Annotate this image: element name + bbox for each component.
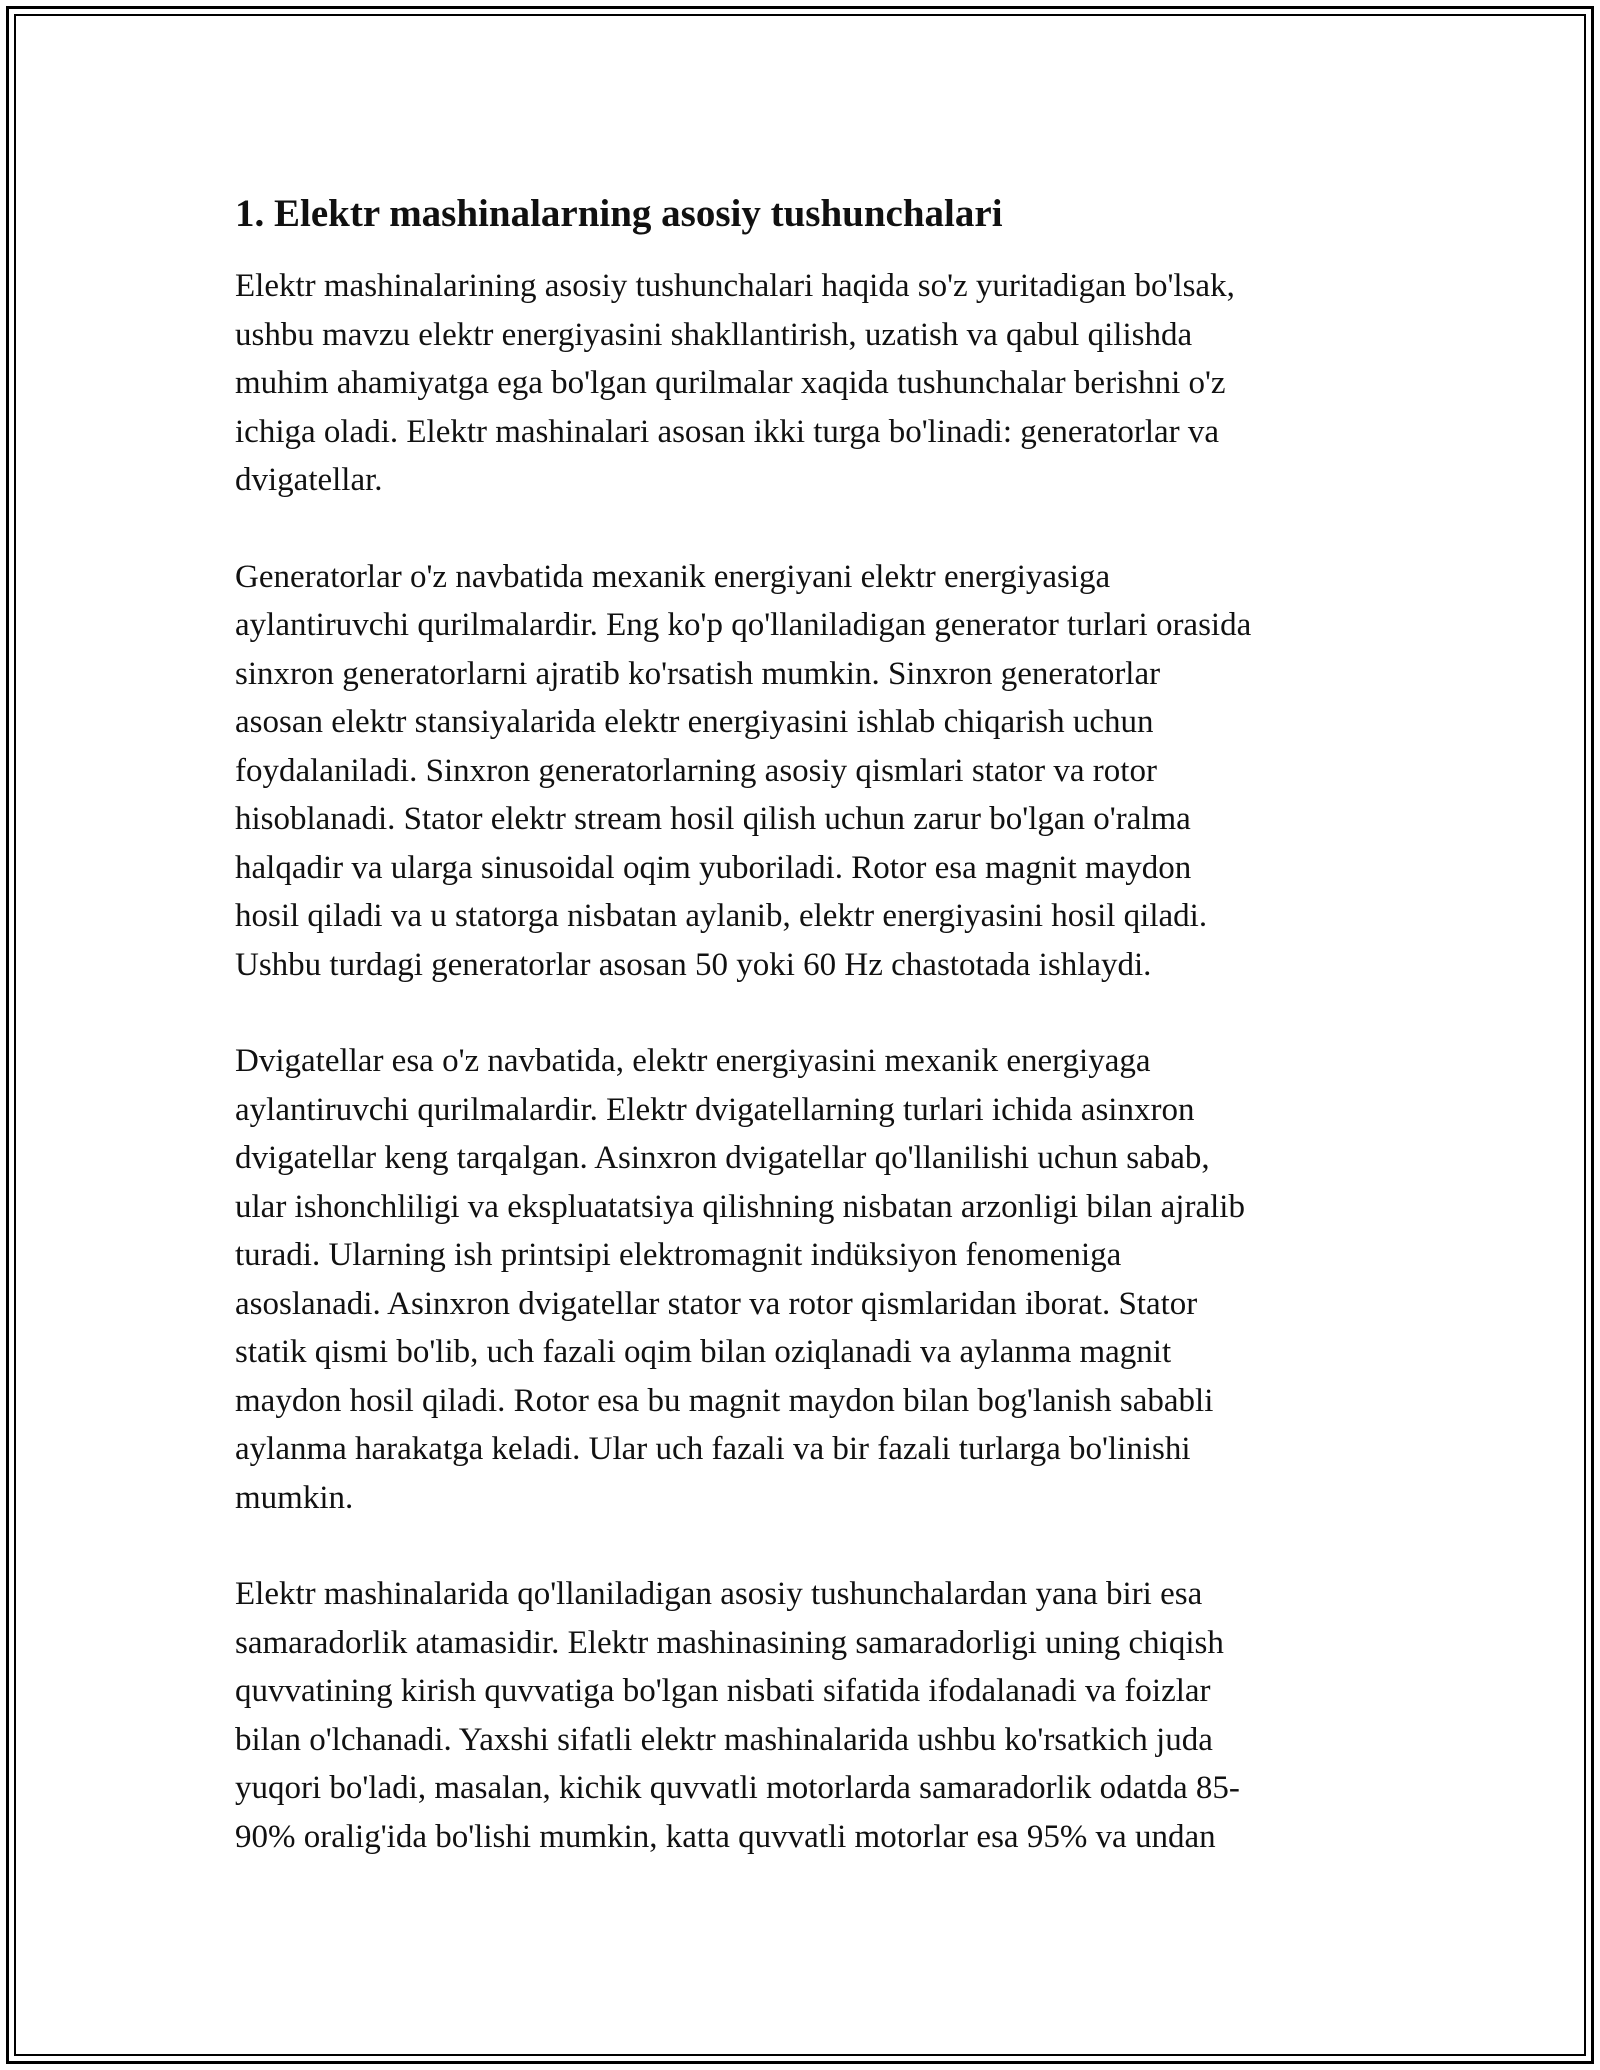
text-line: turadi. Ularning ish printsipi elektromagnit indüksiyon fenomeniga [235, 1237, 1122, 1273]
text-line: asoslanadi. Asinxron dvigatellar stator va rotor qismlaridan iborat. Stator [235, 1285, 1198, 1322]
text-line: aylantiruvchi qurilmalardir. Elektr dvigatellarning turlari ichida asinxron [235, 1091, 1195, 1128]
text-line: dvigatellar keng tarqalgan. Asinxron dvigatellar qo'llanilishi uchun sabab, [235, 1140, 1210, 1176]
text-line: halqadir va ularga sinusoidal oqim yuboriladi. Rotor esa magnit maydon [235, 849, 1192, 886]
text-line: ular ishonchliligi va ekspluatatsiya qilishning nisbatan arzonligi bilan ajralib [235, 1188, 1245, 1225]
text-line: Generatorlar o'z navbatida mexanik energiyani elektr energiyasiga [235, 558, 1111, 595]
text-line: bilan o'lchanadi. Yaxshi sifatli elektr mashinalarida ushbu ko'rsatkich juda [235, 1721, 1213, 1758]
text-line: sinxron generatorlarni ajratib ko'rsatish mumkin. Sinxron generatorlar [235, 655, 1161, 692]
section-heading: 1. Elektr mashinalarning asosiy tushunchalari [235, 192, 1003, 235]
text-line: asosan elektr stansiyalarida elektr energiyasini ishlab chiqarish uchun [235, 704, 1154, 740]
text-line: aylanma harakatga keladi. Ular uch fazali va bir fazali turlarga bo'linishi [235, 1431, 1191, 1467]
document-body [235, 188, 1375, 1909]
text-line: Ushbu turdagi generatorlar asosan 50 yoki 60 Hz chastotada ishlaydi. [235, 946, 1152, 983]
text-line: yuqori bo'ladi, masalan, kichik quvvatli motorlarda samaradorlik odatda 85- [235, 1770, 1240, 1806]
text-line: Elektr mashinalarida qo'llaniladigan asosiy tushunchalardan yana biri esa [235, 1576, 1203, 1612]
paragraph-generators [235, 553, 1375, 990]
text-line: ichiga oladi. Elektr mashinalari asosan ikki turga bo'linadi: generatorlar va [235, 413, 1220, 450]
text-line: Elektr mashinalarining asosiy tushunchalari haqida so'z yuritadigan bo'lsak, [235, 268, 1235, 304]
text-line: statik qismi bo'lib, uch fazali oqim bilan oziqlanadi va aylanma magnit [235, 1334, 1172, 1370]
text-line: aylantiruvchi qurilmalardir. Eng ko'p qo'llaniladigan generator turlari orasida [235, 607, 1252, 643]
paragraph-intro [235, 262, 1375, 505]
text-line: hosil qiladi va u statorga nisbatan aylanib, elektr energiyasini hosil qiladi. [235, 898, 1208, 934]
text-line: muhim ahamiyatga ega bo'lgan qurilmalar xaqida tushunchalar berishni o'z [235, 365, 1226, 401]
text-line: ushbu mavzu elektr energiyasini shakllantirish, uzatish va qabul qilishda [235, 316, 1193, 353]
text-line: maydon hosil qiladi. Rotor esa bu magnit maydon bilan bog'lanish sababli [235, 1382, 1214, 1419]
text-line: mumkin. [235, 1479, 354, 1516]
text-line: hisoblanadi. Stator elektr stream hosil qilish uchun zarur bo'lgan o'ralma [235, 801, 1191, 837]
text-line: Dvigatellar esa o'z navbatida, elektr energiyasini mexanik energiyaga [235, 1043, 1151, 1079]
paragraph-efficiency [235, 1570, 1375, 1861]
text-line: dvigatellar. [235, 462, 383, 498]
text-line: samaradorlik atamasidir. Elektr mashinasining samaradorligi uning chiqish [235, 1624, 1224, 1661]
text-line: foydalaniladi. Sinxron generatorlarning asosiy qismlari stator va rotor [235, 752, 1157, 789]
text-line: quvvatining kirish quvvatiga bo'lgan nisbati sifatida ifodalanadi va foizlar [235, 1673, 1211, 1709]
paragraph-motors [235, 1037, 1375, 1522]
text-line: 90% oralig'ida bo'lishi mumkin, katta quvvatli motorlar esa 95% va undan [235, 1818, 1216, 1855]
